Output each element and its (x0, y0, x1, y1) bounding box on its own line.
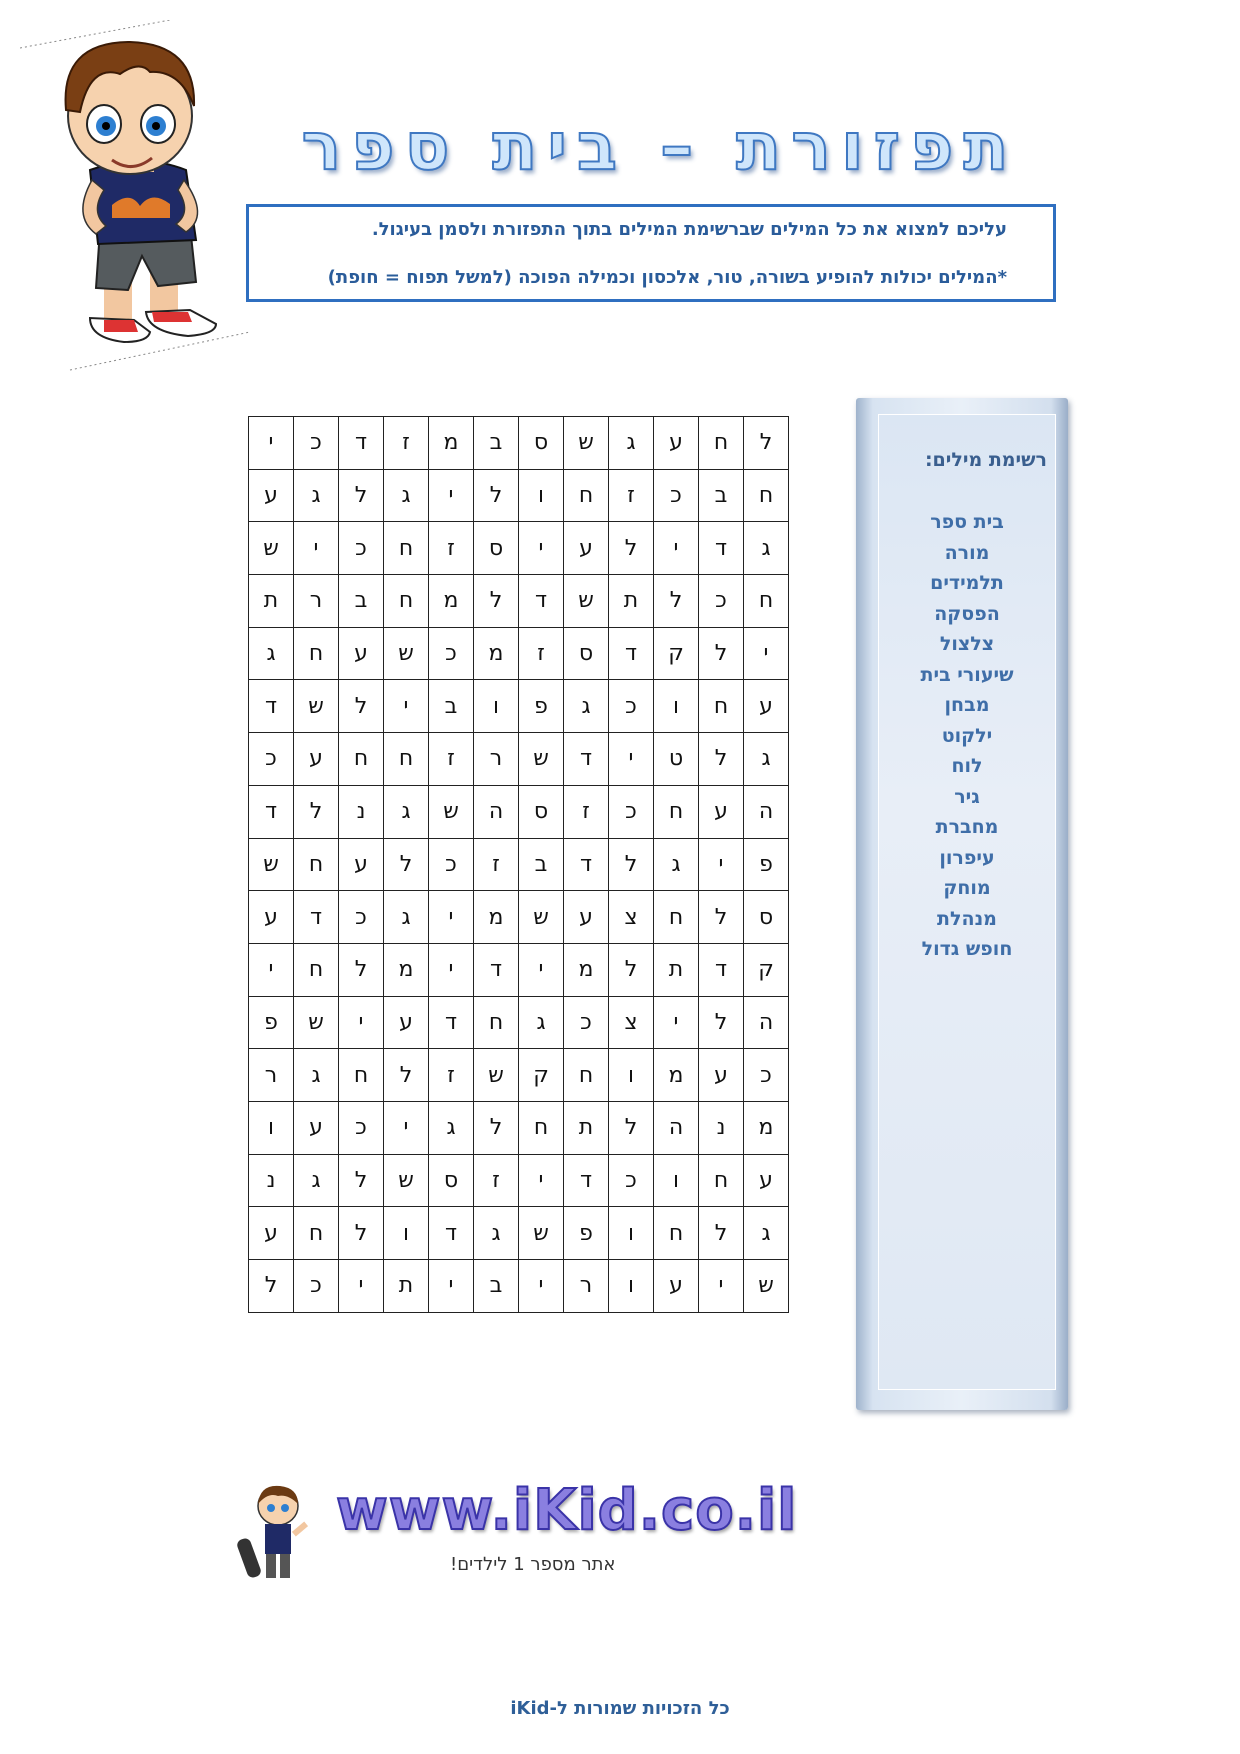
instructions-line-1: עליכם למצוא את כל המילים שברשימת המילים בתוך התפזורת ולסמן בעיגול. (371, 219, 1007, 240)
grid-cell[interactable]: כ (294, 417, 339, 470)
grid-cell[interactable]: כ (339, 522, 384, 575)
grid-row (249, 1049, 789, 1102)
grid-cell[interactable]: ל (654, 575, 699, 628)
grid-cell[interactable]: ס (519, 417, 564, 470)
grid-cell[interactable]: ח (294, 1207, 339, 1260)
logo-url: www.iKid.co.il (336, 1478, 798, 1543)
grid-cell[interactable]: ח (294, 943, 339, 996)
grid-row (249, 838, 789, 891)
grid-cell[interactable]: ש (249, 838, 294, 891)
grid-cell[interactable]: כ (429, 838, 474, 891)
grid-cell[interactable]: מ (474, 891, 519, 944)
grid-cell[interactable]: ב (699, 469, 744, 522)
grid-cell[interactable]: ד (699, 522, 744, 575)
grid-cell[interactable]: ש (519, 891, 564, 944)
page-title: תפזורת – בית ספר (301, 108, 1019, 185)
grid-cell[interactable]: ח (384, 733, 429, 786)
grid-cell[interactable]: ז (564, 785, 609, 838)
grid-cell[interactable]: ל (294, 785, 339, 838)
grid-cell[interactable]: ל (339, 943, 384, 996)
grid-cell[interactable]: ת (384, 1260, 429, 1313)
word-list-item: מורה (944, 541, 990, 564)
grid-cell[interactable]: ל (474, 575, 519, 628)
grid-cell[interactable]: ל (609, 838, 654, 891)
grid-cell[interactable]: ע (654, 1260, 699, 1313)
grid-cell[interactable]: ש (564, 575, 609, 628)
grid-cell[interactable]: ע (339, 627, 384, 680)
grid-cell[interactable]: ד (564, 838, 609, 891)
grid-cell[interactable]: ש (519, 733, 564, 786)
grid-cell[interactable]: ח (744, 575, 789, 628)
grid-row (249, 1101, 789, 1154)
grid-cell[interactable]: י (429, 891, 474, 944)
grid-cell[interactable]: ג (384, 469, 429, 522)
grid-cell[interactable]: ה (744, 785, 789, 838)
grid-cell[interactable]: ז (519, 627, 564, 680)
grid-cell[interactable]: ת (654, 943, 699, 996)
grid-cell[interactable]: ע (699, 1049, 744, 1102)
grid-cell[interactable]: ח (294, 838, 339, 891)
grid-cell[interactable]: י (384, 1101, 429, 1154)
grid-cell[interactable]: ה (474, 785, 519, 838)
grid-cell[interactable]: ד (474, 943, 519, 996)
grid-cell[interactable]: כ (654, 469, 699, 522)
grid-cell[interactable]: ז (384, 417, 429, 470)
grid-cell[interactable]: י (654, 522, 699, 575)
grid-cell[interactable]: ו (384, 1207, 429, 1260)
grid-cell[interactable]: ג (384, 785, 429, 838)
word-list-item: לוח (951, 755, 983, 777)
grid-row (249, 891, 789, 944)
grid-cell[interactable]: מ (384, 943, 429, 996)
grid-cell[interactable]: פ (564, 1207, 609, 1260)
grid-cell[interactable]: ח (699, 417, 744, 470)
grid-cell[interactable]: ש (519, 1207, 564, 1260)
grid-cell[interactable]: י (744, 627, 789, 680)
grid-cell[interactable]: ע (384, 996, 429, 1049)
grid-cell[interactable]: ג (294, 1049, 339, 1102)
word-search-grid (248, 416, 789, 1313)
grid-cell[interactable]: ג (564, 680, 609, 733)
grid-cell[interactable]: י (699, 838, 744, 891)
grid-cell[interactable]: ד (609, 627, 654, 680)
grid-cell[interactable]: ת (609, 575, 654, 628)
grid-cell[interactable]: ל (699, 891, 744, 944)
grid-cell[interactable]: ג (609, 417, 654, 470)
grid-cell[interactable]: ע (339, 838, 384, 891)
grid-cell[interactable]: ח (654, 785, 699, 838)
grid-cell[interactable]: כ (429, 627, 474, 680)
grid-cell[interactable]: ח (384, 522, 429, 575)
boy-illustration (20, 20, 260, 380)
grid-cell[interactable]: נ (339, 785, 384, 838)
word-list (879, 507, 1055, 965)
grid-cell[interactable]: ג (384, 891, 429, 944)
grid-cell[interactable]: צ (609, 996, 654, 1049)
grid-cell[interactable]: י (429, 1260, 474, 1313)
grid-cell[interactable]: ד (294, 891, 339, 944)
grid-cell[interactable]: ד (699, 943, 744, 996)
grid-cell[interactable]: ע (294, 1101, 339, 1154)
grid-row (249, 943, 789, 996)
grid-cell[interactable]: מ (429, 417, 474, 470)
grid-cell[interactable]: ע (249, 1207, 294, 1260)
grid-cell[interactable]: פ (744, 838, 789, 891)
grid-cell[interactable]: ח (384, 575, 429, 628)
grid-cell[interactable]: ל (249, 1260, 294, 1313)
grid-cell[interactable]: ח (294, 627, 339, 680)
grid-cell[interactable]: י (384, 680, 429, 733)
grid-cell[interactable]: ע (249, 891, 294, 944)
grid-cell[interactable]: ח (699, 680, 744, 733)
grid-cell[interactable]: י (249, 417, 294, 470)
grid-cell[interactable]: כ (609, 680, 654, 733)
grid-cell[interactable]: כ (339, 891, 384, 944)
grid-row (249, 680, 789, 733)
grid-cell[interactable]: י (609, 733, 654, 786)
logo-boy-icon (232, 1478, 322, 1590)
grid-row (249, 469, 789, 522)
grid-cell[interactable]: ב (339, 575, 384, 628)
grid-cell[interactable]: י (519, 1154, 564, 1207)
grid-cell[interactable]: ק (654, 627, 699, 680)
grid-cell[interactable]: ו (609, 1207, 654, 1260)
grid-cell[interactable]: ח (564, 469, 609, 522)
grid-cell[interactable]: ו (654, 1154, 699, 1207)
grid-cell[interactable]: כ (249, 733, 294, 786)
word-list-item: מנהלת (937, 907, 997, 930)
grid-cell[interactable]: ה (744, 996, 789, 1049)
grid-cell[interactable]: ז (474, 838, 519, 891)
grid-cell[interactable]: צ (609, 891, 654, 944)
grid-cell[interactable]: נ (249, 1154, 294, 1207)
grid-cell[interactable]: ש (744, 1260, 789, 1313)
grid-cell[interactable]: ש (384, 627, 429, 680)
grid-cell[interactable]: ל (384, 838, 429, 891)
word-list-panel (856, 398, 1068, 1410)
word-list-item: גיר (954, 785, 980, 808)
grid-cell[interactable]: ל (339, 1207, 384, 1260)
grid-cell[interactable]: ד (249, 680, 294, 733)
grid-cell[interactable]: ד (564, 1154, 609, 1207)
grid-cell[interactable]: ס (519, 785, 564, 838)
grid-cell[interactable]: ר (474, 733, 519, 786)
grid-row (249, 733, 789, 786)
grid-cell[interactable]: ל (339, 680, 384, 733)
grid-row (249, 1154, 789, 1207)
word-list-item: שיעורי בית (920, 663, 1014, 686)
grid-cell[interactable]: ת (564, 1101, 609, 1154)
grid-cell[interactable]: ל (699, 996, 744, 1049)
grid-cell[interactable]: ג (744, 733, 789, 786)
grid-cell[interactable]: ר (249, 1049, 294, 1102)
grid-cell[interactable]: ש (249, 522, 294, 575)
word-list-inner (878, 414, 1056, 1390)
grid-cell[interactable]: ל (474, 1101, 519, 1154)
grid-row (249, 785, 789, 838)
grid-cell[interactable]: ס (564, 627, 609, 680)
grid-cell[interactable]: ד (249, 785, 294, 838)
grid-cell[interactable]: ד (564, 733, 609, 786)
grid-cell[interactable]: ע (744, 1154, 789, 1207)
grid-cell[interactable]: י (294, 522, 339, 575)
grid-cell[interactable]: מ (474, 627, 519, 680)
grid-cell[interactable]: ה (654, 1101, 699, 1154)
word-list-item: חופש גדול (921, 938, 1013, 960)
grid-cell[interactable]: ל (609, 522, 654, 575)
grid-cell[interactable]: ב (429, 680, 474, 733)
word-list-item: ילקוט (941, 724, 993, 747)
grid-cell[interactable]: ו (609, 1260, 654, 1313)
grid-cell[interactable]: י (654, 996, 699, 1049)
grid-cell[interactable]: ח (564, 1049, 609, 1102)
word-list-item: תלמידים (930, 572, 1004, 594)
grid-cell[interactable]: ח (519, 1101, 564, 1154)
grid-cell[interactable]: ש (429, 785, 474, 838)
instructions-line-2: *המילים יכולות להופיע בשורה, טור, אלכסון וכמילה הפוכה (למשל תפוח = חופת) (327, 267, 1007, 288)
grid-cell[interactable]: ח (654, 891, 699, 944)
grid-cell[interactable]: ג (654, 838, 699, 891)
grid-cell[interactable]: ל (474, 469, 519, 522)
grid-cell[interactable]: ג (744, 522, 789, 575)
grid-cell[interactable]: כ (609, 785, 654, 838)
grid-cell[interactable]: ש (474, 1049, 519, 1102)
word-list-item: בית ספר (930, 511, 1004, 533)
grid-cell[interactable]: מ (429, 575, 474, 628)
ikid-logo (232, 1478, 798, 1593)
grid-cell[interactable]: י (429, 943, 474, 996)
grid-cell[interactable]: כ (339, 1101, 384, 1154)
grid-cell[interactable]: ע (699, 785, 744, 838)
grid-cell[interactable]: פ (519, 680, 564, 733)
grid-row (249, 417, 789, 470)
grid-cell[interactable]: כ (744, 1049, 789, 1102)
grid-cell[interactable]: ג (294, 1154, 339, 1207)
grid-row (249, 1207, 789, 1260)
grid-row (249, 627, 789, 680)
grid-cell[interactable]: ס (744, 891, 789, 944)
grid-row (249, 522, 789, 575)
word-list-item: הפסקה (934, 602, 1000, 625)
grid-cell[interactable]: ע (744, 680, 789, 733)
grid-cell[interactable]: ז (429, 522, 474, 575)
logo-subtitle: אתר מספר 1 לילדים! (450, 1554, 616, 1575)
grid-cell[interactable]: י (249, 943, 294, 996)
grid-cell[interactable]: ל (609, 1101, 654, 1154)
grid-cell[interactable]: ש (384, 1154, 429, 1207)
grid-cell[interactable]: ג (294, 469, 339, 522)
grid-cell[interactable]: ל (609, 943, 654, 996)
grid-cell[interactable]: ג (474, 1207, 519, 1260)
grid-cell[interactable]: ל (384, 1049, 429, 1102)
grid-cell[interactable]: נ (699, 1101, 744, 1154)
grid-row (249, 996, 789, 1049)
grid-cell[interactable]: ו (519, 469, 564, 522)
grid-cell[interactable]: י (519, 522, 564, 575)
grid-cell[interactable]: י (429, 469, 474, 522)
grid-cell[interactable]: ק (519, 1049, 564, 1102)
grid-cell[interactable]: ט (654, 733, 699, 786)
grid-cell[interactable]: ו (654, 680, 699, 733)
grid-cell[interactable]: ר (294, 575, 339, 628)
grid-cell[interactable]: ח (339, 733, 384, 786)
grid-cell[interactable]: י (519, 1260, 564, 1313)
grid-cell[interactable]: ז (609, 469, 654, 522)
grid-cell[interactable]: כ (609, 1154, 654, 1207)
grid-row (249, 575, 789, 628)
grid-cell[interactable]: ד (429, 996, 474, 1049)
grid-row (249, 1260, 789, 1313)
grid-cell[interactable]: כ (564, 996, 609, 1049)
grid-cell[interactable]: י (339, 996, 384, 1049)
grid-cell[interactable]: ז (429, 1049, 474, 1102)
grid-cell[interactable]: י (699, 1260, 744, 1313)
grid-cell[interactable]: ל (339, 469, 384, 522)
grid-cell[interactable]: ז (474, 1154, 519, 1207)
grid-cell[interactable]: מ (744, 1101, 789, 1154)
grid-cell[interactable]: ב (474, 417, 519, 470)
grid-cell[interactable]: י (519, 943, 564, 996)
grid-cell[interactable]: ע (654, 417, 699, 470)
grid-cell[interactable]: ח (654, 1207, 699, 1260)
grid-cell[interactable]: ח (474, 996, 519, 1049)
instructions-box (246, 204, 1056, 302)
grid-cell[interactable]: ל (699, 1207, 744, 1260)
grid-cell[interactable]: ב (519, 838, 564, 891)
grid-cell[interactable]: ל (744, 417, 789, 470)
grid-cell[interactable]: כ (294, 1260, 339, 1313)
grid-cell[interactable]: ל (699, 733, 744, 786)
grid-cell[interactable]: כ (699, 575, 744, 628)
grid-cell[interactable]: ד (519, 575, 564, 628)
grid-cell[interactable]: ד (429, 1207, 474, 1260)
grid-cell[interactable]: ו (249, 1101, 294, 1154)
grid-cell[interactable]: ו (474, 680, 519, 733)
word-list-item: מבחן (944, 694, 990, 716)
grid-cell[interactable]: ח (339, 1049, 384, 1102)
grid-cell[interactable]: ש (294, 680, 339, 733)
word-list-item: עיפרון (939, 846, 995, 869)
grid-cell[interactable]: ע (294, 733, 339, 786)
grid-cell[interactable]: ס (429, 1154, 474, 1207)
grid-cell[interactable]: ו (609, 1049, 654, 1102)
grid-cell[interactable]: ב (474, 1260, 519, 1313)
grid-cell[interactable]: ח (744, 469, 789, 522)
grid-cell[interactable]: ג (429, 1101, 474, 1154)
word-list-item: מחברת (935, 816, 999, 838)
grid-cell[interactable]: ל (699, 627, 744, 680)
grid-cell[interactable]: ס (474, 522, 519, 575)
grid-cell[interactable]: ש (564, 417, 609, 470)
grid-cell[interactable]: מ (654, 1049, 699, 1102)
footer-copyright: כל הזכויות שמורות ל-iKid (510, 1698, 730, 1719)
grid-cell[interactable]: ל (339, 1154, 384, 1207)
grid-cell[interactable]: ק (744, 943, 789, 996)
word-list-title: רשימת מילים: (924, 449, 1047, 471)
grid-cell[interactable]: ג (519, 996, 564, 1049)
grid-cell[interactable]: ע (249, 469, 294, 522)
grid-cell[interactable]: ז (429, 733, 474, 786)
grid-cell[interactable]: ר (564, 1260, 609, 1313)
grid-cell[interactable]: מ (564, 943, 609, 996)
grid-cell[interactable]: ג (249, 627, 294, 680)
grid-cell[interactable]: ש (294, 996, 339, 1049)
grid-cell[interactable]: ח (699, 1154, 744, 1207)
grid-cell[interactable]: י (339, 1260, 384, 1313)
grid-cell[interactable]: פ (249, 996, 294, 1049)
grid-cell[interactable]: ע (564, 891, 609, 944)
word-list-item: מוחק (943, 877, 991, 899)
grid-cell[interactable]: ע (564, 522, 609, 575)
grid-cell[interactable]: ת (249, 575, 294, 628)
grid-cell[interactable]: ד (339, 417, 384, 470)
word-list-item: צלצול (939, 633, 995, 655)
grid-cell[interactable]: ג (744, 1207, 789, 1260)
